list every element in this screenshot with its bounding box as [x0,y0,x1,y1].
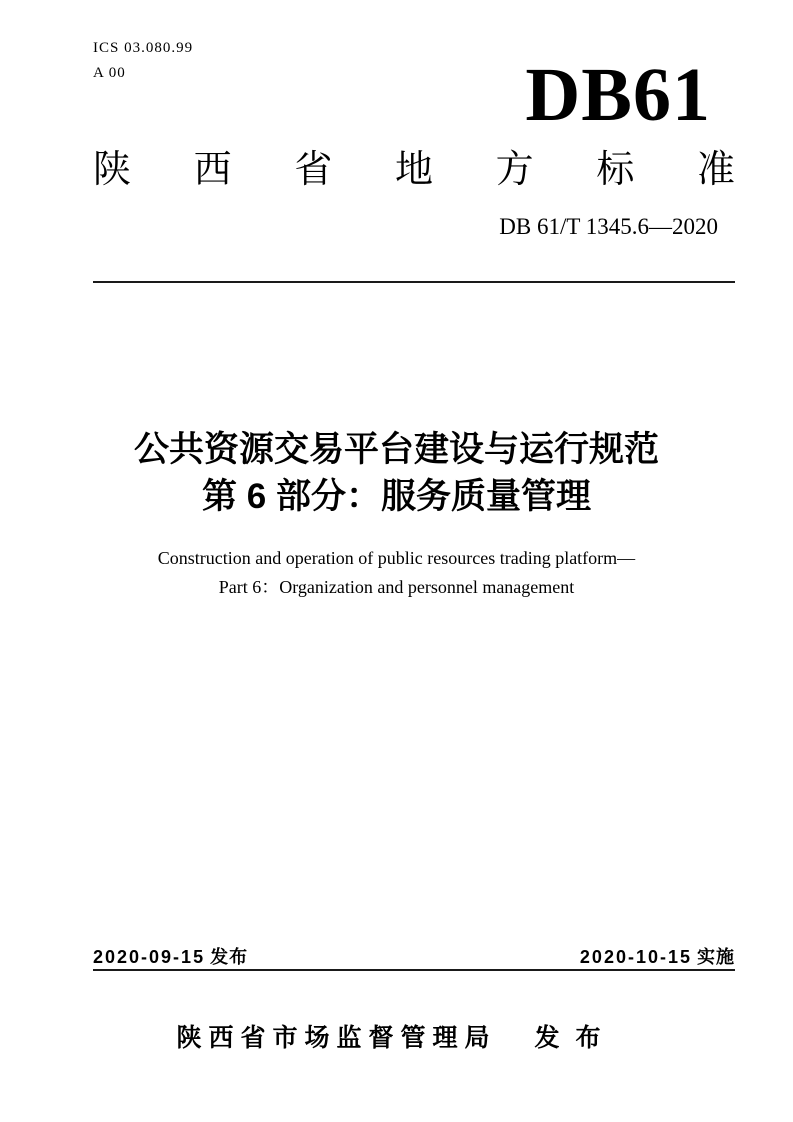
db61-logo: DB61 [525,53,711,137]
title-cn-line1: 公共资源交易平台建设与运行规范 [133,430,659,469]
classification-block [93,36,193,86]
issue-date-group [93,943,248,969]
document-title-en [0,544,793,602]
document-title-cn [0,426,793,520]
ics-code: ICS 03.080.99 [93,40,194,56]
dates-row [93,943,735,969]
publisher-name: 陕西省市场监督管理局 [176,1024,497,1052]
footer-rule [93,969,735,971]
issue-date: 2020-09-15 [93,947,206,967]
publish-label: 发布 [534,1024,617,1052]
issue-label: 发布 [210,947,249,967]
title-en-line2: Part 6：Organization and personnel management [218,577,575,597]
header-rule [93,281,735,283]
standard-type-title: 陕西省地方标准 [93,149,735,191]
standard-number: DB 61/T 1345.6—2020 [499,214,718,239]
class-code: A 00 [93,65,126,81]
publisher-row [0,1018,793,1054]
title-en-line1: Construction and operation of public resources trading platform— [157,548,636,568]
implementation-label: 实施 [697,947,735,967]
implementation-date-group [580,943,735,969]
title-cn-line2: 第 6 部分：服务质量管理 [202,477,591,516]
implementation-date: 2020-10-15 [579,947,692,967]
